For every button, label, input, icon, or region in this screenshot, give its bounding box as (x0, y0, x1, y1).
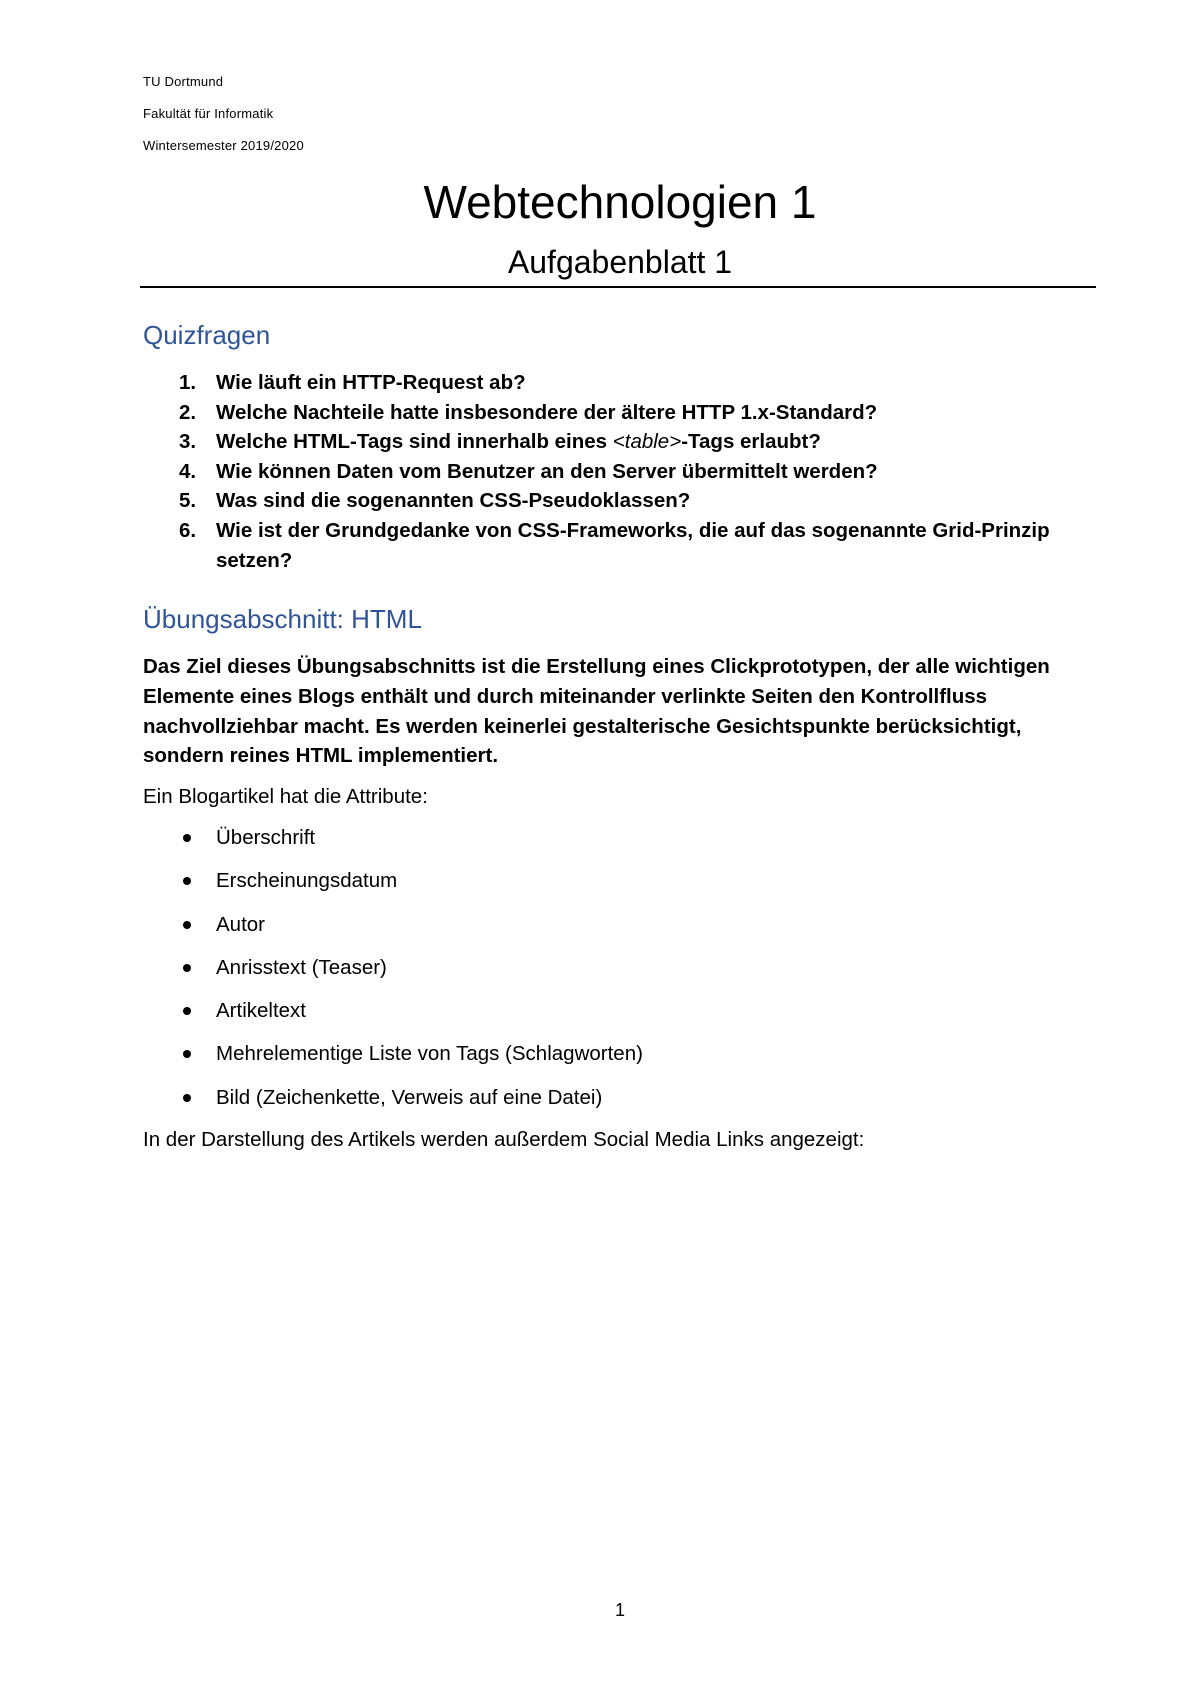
quiz-item (143, 457, 1083, 487)
html-section-heading: Übungsabschnitt: HTML (143, 604, 422, 634)
quiz-item-text: Wie läuft ein HTTP-Request ab? (216, 371, 526, 394)
list-item-text: Mehrelementige Liste von Tags (Schlagworten) (216, 1042, 643, 1066)
header-semester: Wintersemester 2019/2020 (143, 138, 304, 153)
quiz-item (143, 486, 1083, 516)
quiz-item-text: Was sind die sogenannten CSS-Pseudoklassen? (216, 489, 691, 513)
bullet-icon (183, 877, 191, 885)
list-item (143, 1083, 643, 1126)
quiz-item-number: 5. (179, 489, 197, 513)
quiz-list (143, 368, 1083, 575)
title-divider (140, 286, 1096, 288)
quiz-item-code: <table> (612, 430, 682, 454)
html-section-intro: Das Ziel dieses Übungsabschnitts ist die Erstellung eines Clickprototypen, der alle wichtigen Elemente eines Blogs enthält und durch miteinander verlinkte Seiten den Kontrollfluss nachvollziehbar macht. Es werden keinerlei gestalterische Gesichtspunkte berücksichtigt, sondern reines HTML implementiert. (143, 655, 1050, 768)
quiz-item-text: Welche Nachteile hatte insbesondere der ältere HTTP 1.x-Standard? (216, 400, 878, 424)
quiz-item-number: 2. (179, 400, 197, 424)
list-item (143, 953, 643, 996)
quiz-item (143, 427, 1083, 457)
page-number: 1 (614, 1600, 625, 1620)
bullet-icon (183, 1094, 191, 1102)
quiz-item-number: 4. (179, 459, 197, 483)
attributes-intro: Ein Blogartikel hat die Attribute: (143, 785, 428, 808)
list-item-text: Erscheinungsdatum (216, 869, 398, 893)
list-item (143, 823, 643, 866)
quiz-item-text-after: -Tags erlaubt? (681, 430, 821, 454)
html-section-outro: In der Darstellung des Artikels werden außerdem Social Media Links angezeigt: (143, 1128, 865, 1151)
document-title: Webtechnologien 1 (423, 176, 817, 228)
bullet-icon (183, 921, 191, 929)
bullet-icon (183, 1050, 191, 1058)
list-item-text: Bild (Zeichenkette, Verweis auf eine Datei) (216, 1085, 603, 1109)
document-subtitle: Aufgabenblatt 1 (507, 244, 733, 280)
header-faculty: Fakultät für Informatik (143, 106, 274, 121)
quiz-item-number: 1. (179, 371, 197, 394)
quiz-item-text: Wie ist der Grundgedanke von CSS-Frameworks, die auf das sogenannte Grid-Prinzip setzen? (216, 518, 1050, 572)
list-item-text: Autor (216, 912, 265, 936)
list-item (143, 996, 643, 1039)
header-university: TU Dortmund (143, 74, 224, 89)
quiz-heading: Quizfragen (143, 320, 271, 350)
quiz-item (143, 398, 1083, 428)
attributes-list (143, 823, 643, 1126)
bullet-icon (183, 964, 191, 972)
quiz-item-text: Wie können Daten vom Benutzer an den Server übermittelt werden? (216, 459, 878, 483)
list-item (143, 910, 643, 953)
list-item-text: Anrisstext (Teaser) (216, 955, 387, 979)
quiz-item (143, 516, 1083, 575)
list-item (143, 866, 643, 909)
quiz-item (143, 368, 1083, 398)
bullet-icon (183, 834, 191, 842)
quiz-item-text-before: Welche HTML-Tags sind innerhalb eines (216, 430, 613, 454)
list-item-text: Überschrift (216, 826, 316, 849)
quiz-item-number: 6. (179, 518, 197, 542)
quiz-item-number: 3. (179, 430, 197, 454)
list-item (143, 1039, 643, 1082)
list-item-text: Artikeltext (216, 999, 306, 1023)
bullet-icon (183, 1007, 191, 1015)
